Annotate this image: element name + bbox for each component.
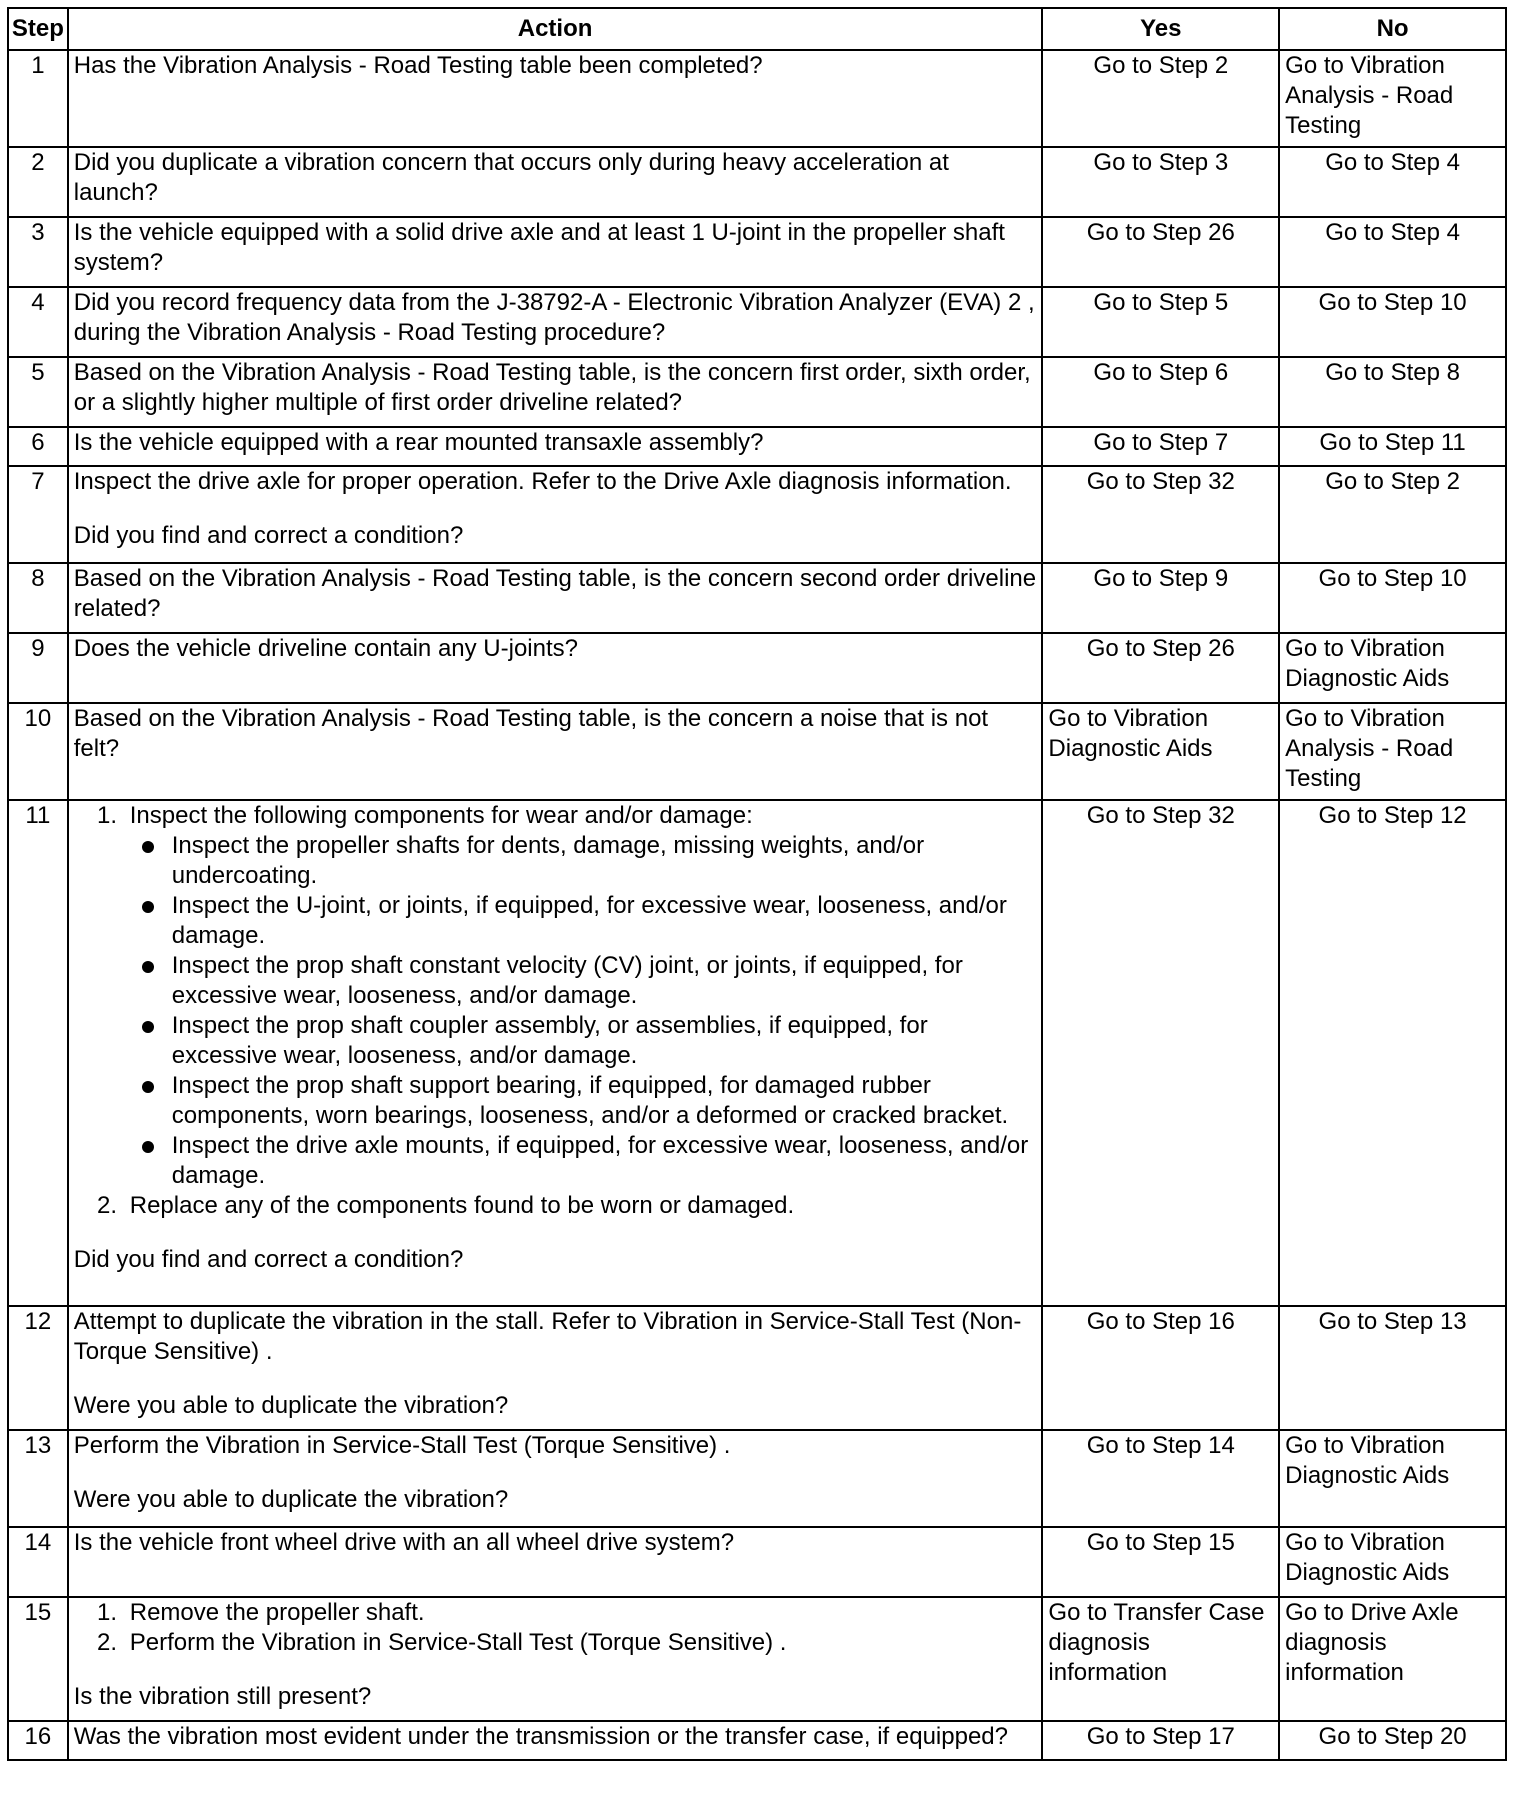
no-cell	[1279, 1527, 1506, 1597]
no-link[interactable]: Go to Vibration Diagnostic Aids	[1285, 1529, 1450, 1586]
no-cell	[1279, 1721, 1506, 1760]
no-link[interactable]: Go to Step 11	[1319, 429, 1466, 456]
no-link[interactable]: Go to Step 4	[1325, 149, 1460, 176]
action-cell	[68, 427, 1043, 466]
table-row	[8, 1597, 1506, 1721]
action-cell	[68, 633, 1043, 703]
action-question: Is the vehicle equipped with a rear mounted transaxle assembly?	[73, 429, 764, 456]
bullet-item: Inspect the propeller shafts for dents, damage, missing weights, and/or undercoating.	[172, 831, 1037, 891]
no-cell	[1279, 1597, 1506, 1721]
header-no: No	[1279, 8, 1506, 50]
table-row	[8, 217, 1506, 287]
action-question: Were you able to duplicate the vibration?	[73, 1392, 509, 1419]
no-cell	[1279, 466, 1506, 563]
table-row	[8, 563, 1506, 633]
no-cell	[1279, 633, 1506, 703]
action-bullet-list	[130, 831, 1037, 1191]
action-cell	[68, 563, 1043, 633]
yes-link[interactable]: Go to Step 6	[1093, 359, 1229, 386]
yes-cell	[1042, 147, 1279, 217]
step-number: 14	[8, 1527, 68, 1597]
no-cell	[1279, 427, 1506, 466]
action-question: Did you find and correct a condition?	[73, 1246, 464, 1273]
action-cell	[68, 1597, 1043, 1721]
yes-link[interactable]: Go to Step 16	[1086, 1308, 1235, 1335]
step-number: 1	[8, 50, 68, 147]
table-row	[8, 357, 1506, 427]
yes-link[interactable]: Go to Vibration Diagnostic Aids	[1048, 705, 1213, 762]
action-question: Based on the Vibration Analysis - Road Testing table, is the concern first order, sixth order, or a slightly higher multiple of first order driveline related?	[73, 359, 1031, 416]
no-link[interactable]: Go to Step 2	[1325, 468, 1460, 495]
no-cell	[1279, 217, 1506, 287]
no-link[interactable]: Go to Step 10	[1318, 565, 1467, 592]
yes-link[interactable]: Go to Step 17	[1086, 1723, 1235, 1750]
action-instruction: Attempt to duplicate the vibration in the stall. Refer to Vibration in Service-Stall Test (Non-Torque Sensitive) .	[73, 1308, 1022, 1365]
action-cell	[68, 1306, 1043, 1430]
list-item: 1. Remove the propeller shaft.	[124, 1598, 1037, 1628]
no-link[interactable]: Go to Step 4	[1325, 219, 1460, 246]
action-question: Based on the Vibration Analysis - Road Testing table, is the concern a noise that is not felt?	[73, 705, 989, 762]
step-number: 5	[8, 357, 68, 427]
action-question: Did you duplicate a vibration concern that occurs only during heavy acceleration at launch?	[73, 149, 949, 206]
yes-link[interactable]: Go to Step 15	[1086, 1529, 1235, 1556]
no-cell	[1279, 1306, 1506, 1430]
action-cell	[68, 147, 1043, 217]
yes-cell	[1042, 800, 1279, 1306]
bullet-item: Inspect the prop shaft constant velocity (CV) joint, or joints, if equipped, for excessive wear, looseness, and/or damage.	[172, 951, 1037, 1011]
diagnostic-table-container	[7, 7, 1507, 1761]
header-action: Action	[68, 8, 1043, 50]
action-question: Is the vehicle front wheel drive with an all wheel drive system?	[73, 1529, 735, 1556]
table-row	[8, 466, 1506, 563]
action-cell	[68, 703, 1043, 800]
action-question: Does the vehicle driveline contain any U-joints?	[73, 635, 579, 662]
list-item	[124, 801, 1037, 1191]
no-link[interactable]: Go to Vibration Analysis - Road Testing	[1285, 52, 1454, 139]
action-cell	[68, 1430, 1043, 1527]
yes-cell	[1042, 466, 1279, 563]
diagnostic-table	[7, 7, 1507, 1761]
action-instruction: Perform the Vibration in Service-Stall Test (Torque Sensitive) .	[73, 1432, 731, 1459]
no-cell	[1279, 147, 1506, 217]
table-row	[8, 633, 1506, 703]
action-question: Is the vehicle equipped with a solid drive axle and at least 1 U-joint in the propeller shaft system?	[73, 219, 1005, 276]
action-cell	[68, 357, 1043, 427]
yes-cell	[1042, 357, 1279, 427]
bullet-item: Inspect the drive axle mounts, if equipped, for excessive wear, looseness, and/or damage.	[172, 1131, 1037, 1191]
action-question: Did you record frequency data from the J-38792-A - Electronic Vibration Analyzer (EVA) 2 , during the Vibration Analysis - Road Testing procedure?	[73, 289, 1035, 346]
no-cell	[1279, 703, 1506, 800]
list-item: 2. Perform the Vibration in Service-Stall Test (Torque Sensitive) .	[124, 1628, 1037, 1658]
action-cell	[68, 287, 1043, 357]
action-question: Is the vibration still present?	[73, 1683, 372, 1710]
yes-cell	[1042, 633, 1279, 703]
yes-cell	[1042, 1597, 1279, 1721]
no-cell	[1279, 563, 1506, 633]
no-cell	[1279, 357, 1506, 427]
yes-link[interactable]: Go to Step 26	[1086, 219, 1235, 246]
step-number: 16	[8, 1721, 68, 1760]
yes-link[interactable]: Go to Step 7	[1093, 429, 1229, 456]
no-link[interactable]: Go to Vibration Diagnostic Aids	[1285, 635, 1450, 692]
no-cell	[1279, 50, 1506, 147]
action-cell	[68, 50, 1043, 147]
bullet-item: Inspect the U-joint, or joints, if equipped, for excessive wear, looseness, and/or damage.	[172, 891, 1037, 951]
yes-link[interactable]: Go to Step 2	[1093, 52, 1229, 79]
no-link[interactable]: Go to Step 12	[1318, 802, 1467, 829]
yes-cell	[1042, 1430, 1279, 1527]
table-row	[8, 50, 1506, 147]
table-row	[8, 1430, 1506, 1527]
no-cell	[1279, 1430, 1506, 1527]
list-item-text: Inspect the following components for wear and/or damage:	[129, 802, 753, 829]
table-row	[8, 1721, 1506, 1760]
yes-link[interactable]: Go to Step 3	[1093, 149, 1229, 176]
step-number: 10	[8, 703, 68, 800]
action-cell	[68, 1527, 1043, 1597]
step-number: 12	[8, 1306, 68, 1430]
action-question: Was the vibration most evident under the transmission or the transfer case, if equipped?	[73, 1723, 1008, 1750]
yes-cell	[1042, 703, 1279, 800]
action-instruction: Inspect the drive axle for proper operation. Refer to the Drive Axle diagnosis information.	[73, 468, 1012, 495]
yes-link[interactable]: Go to Step 32	[1086, 468, 1235, 495]
step-number: 6	[8, 427, 68, 466]
no-cell	[1279, 800, 1506, 1306]
step-number: 9	[8, 633, 68, 703]
header-yes: Yes	[1042, 8, 1279, 50]
table-row	[8, 1527, 1506, 1597]
list-item: 2. Replace any of the components found to be worn or damaged.	[124, 1191, 1037, 1221]
yes-link[interactable]: Go to Transfer Case diagnosis information	[1048, 1599, 1265, 1686]
yes-cell	[1042, 427, 1279, 466]
yes-link[interactable]: Go to Step 5	[1093, 289, 1229, 316]
no-link[interactable]: Go to Step 8	[1325, 359, 1460, 386]
header-step: Step	[8, 8, 68, 50]
yes-cell	[1042, 50, 1279, 147]
no-link[interactable]: Go to Drive Axle diagnosis information	[1285, 1599, 1459, 1686]
yes-link[interactable]: Go to Step 9	[1093, 565, 1229, 592]
step-number: 11	[8, 800, 68, 1306]
action-question: Did you find and correct a condition?	[73, 522, 464, 549]
no-link[interactable]: Go to Step 13	[1318, 1308, 1467, 1335]
step-number: 7	[8, 466, 68, 563]
step-number: 4	[8, 287, 68, 357]
yes-cell	[1042, 1527, 1279, 1597]
action-numbered-list	[74, 1598, 1037, 1658]
action-cell	[68, 800, 1043, 1306]
table-row	[8, 287, 1506, 357]
yes-cell	[1042, 217, 1279, 287]
no-link[interactable]: Go to Vibration Analysis - Road Testing	[1285, 705, 1454, 792]
yes-link[interactable]: Go to Step 26	[1086, 635, 1235, 662]
yes-cell	[1042, 563, 1279, 633]
yes-cell	[1042, 287, 1279, 357]
action-question: Were you able to duplicate the vibration?	[73, 1486, 509, 1513]
step-number: 15	[8, 1597, 68, 1721]
action-cell	[68, 217, 1043, 287]
action-numbered-list	[74, 801, 1037, 1221]
table-row	[8, 427, 1506, 466]
yes-link[interactable]: Go to Step 14	[1086, 1432, 1235, 1459]
step-number: 8	[8, 563, 68, 633]
yes-cell	[1042, 1306, 1279, 1430]
table-row	[8, 703, 1506, 800]
action-cell	[68, 466, 1043, 563]
step-number: 2	[8, 147, 68, 217]
action-question: Based on the Vibration Analysis - Road Testing table, is the concern second order driveline related?	[73, 565, 1037, 622]
yes-cell	[1042, 1721, 1279, 1760]
no-link[interactable]: Go to Step 20	[1318, 1723, 1467, 1750]
action-question: Has the Vibration Analysis - Road Testing table been completed?	[73, 52, 763, 79]
yes-link[interactable]: Go to Step 32	[1086, 802, 1235, 829]
table-row	[8, 800, 1506, 1306]
step-number: 13	[8, 1430, 68, 1527]
header-row	[8, 8, 1506, 50]
table-row	[8, 147, 1506, 217]
no-link[interactable]: Go to Step 10	[1318, 289, 1467, 316]
no-link[interactable]: Go to Vibration Diagnostic Aids	[1285, 1432, 1450, 1489]
table-row	[8, 1306, 1506, 1430]
action-cell	[68, 1721, 1043, 1760]
bullet-item: Inspect the prop shaft coupler assembly, or assemblies, if equipped, for excessive wear, looseness, and/or damage.	[172, 1011, 1037, 1071]
no-cell	[1279, 287, 1506, 357]
bullet-item: Inspect the prop shaft support bearing, if equipped, for damaged rubber components, worn bearings, looseness, and/or a deformed or cracked bracket.	[172, 1071, 1037, 1131]
step-number: 3	[8, 217, 68, 287]
